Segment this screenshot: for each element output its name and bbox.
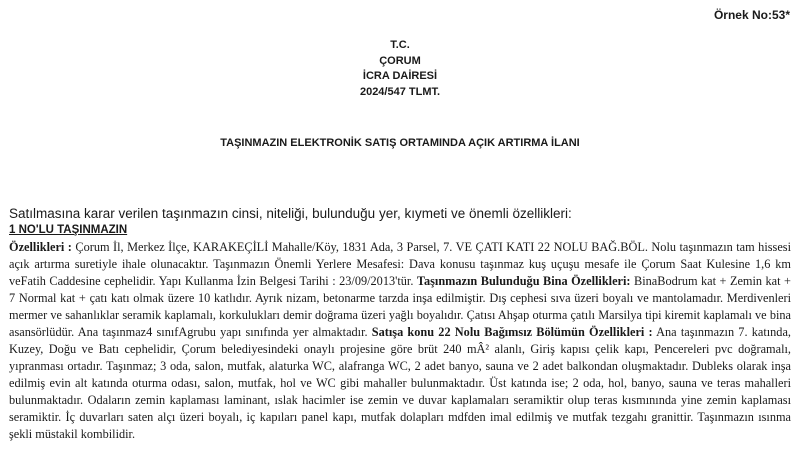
building-features-label: Taşınmazın Bulunduğu Bina Özellikleri:: [416, 274, 631, 288]
sample-number: Örnek No:53*: [713, 8, 790, 22]
header-line-file-number: 2024/547 TLMT.: [359, 85, 441, 98]
unit-features-text: Ana taşınmazın 7. katında, Kuzey, Doğu ve Batı cephelidir, Çorum belediyesindeki onaylı projesine göre brüt 240 mÂ² alanlı, Giriş kapısı çelik kapı, Pencereleri pvc doğramalı, yıpranması ortadır. Taşınmaz; 3 oda, salon, mutfak, alaturka WC, alafranga WC, 2 adet banyo, sauna ve 2 adet balkondan oluşmaktadır. Dubleks olarak inşa edilmiş evin alt katında oturma odası, salon, mutfak, hol ve WC gibi mahaller bulunmaktadır. Üst katında ise; 2 oda, hol, banyo, sauna ve teras mahalleri bulunmaktadır. Odaların zemin kaplaması laminant, ıslak hacimler ise zemin ve duvar kaplamaları seramiktir olup teras kısmınında yine zemin kaplaması seramiktir. İç duvarları saten alçı üzeri boyalı, iç kapıları panel kapı, mutfak dolapları mdfden imal edilmiş ve mutfak tezgahı granittir. Taşınmazın ısınma şekli müstakil kombilidir.: [9, 325, 791, 441]
header-line-office: İCRA DAİRESİ: [362, 70, 438, 82]
unit-features-label: Satışa konu 22 Nolu Bağımsız Bölümün Özellikleri :: [371, 325, 653, 339]
document-header: [0, 38, 800, 100]
section-title: 1 NO'LU TAŞINMAZIN: [9, 224, 128, 236]
property-description: [9, 239, 791, 443]
announcement-title: TAŞINMAZIN ELEKTRONİK SATIŞ ORTAMINDA AÇIK ARTIRMA İLANI: [220, 137, 580, 149]
building-features-text: BinaBodrum kat + Zemin kat + 7 Normal kat + çatı katı olmak üzere 10 katlıdır. Ayrık nizam, betonarme tarzda inşa edilmiştir. Dış cephesi sıva üzeri boyalı ve mantolamadır. Merdivenleri mermer ve sahanlıklar seramik kaplamalı, korkulukları demir doğrama üzeri yağlı boyalıdır. Çatısı Ahşap oturma çatılı Marsilya tipi kiremit kaplamalı ve bina asansörlüdür. Ana taşınmaz4 sınıfAgrubu yapı sınıfında yer almaktadır.: [9, 274, 791, 339]
features-text: Çorum İl, Merkez İlçe, KARAKEÇİLİ Mahalle/Köy, 1831 Ada, 3 Parsel, 7. VE ÇATI KATI 22 NOLU BAĞ.BÖL. Nolu taşınmazın tam hissesi açık artırma suretiyle ihale olunacaktır. Taşınmazın Önemli Yerlere Mesafesi: Dava konusu taşınmaz kuş uçuşu mesafe ile Çorum Saat Kulesine 1,6 km veFatih Caddesine cephelidir. Yapı Kullanma İzin Belgesi Tarihi : 23/09/2013'tür.: [9, 240, 791, 288]
header-line-tc: T.C.: [390, 39, 410, 51]
features-label: Özellikleri :: [9, 240, 72, 254]
intro-text: Satılmasına karar verilen taşınmazın cinsi, niteliği, bulunduğu yer, kıymeti ve önemli özellikleri:: [9, 206, 572, 221]
header-line-city: ÇORUM: [379, 54, 421, 67]
